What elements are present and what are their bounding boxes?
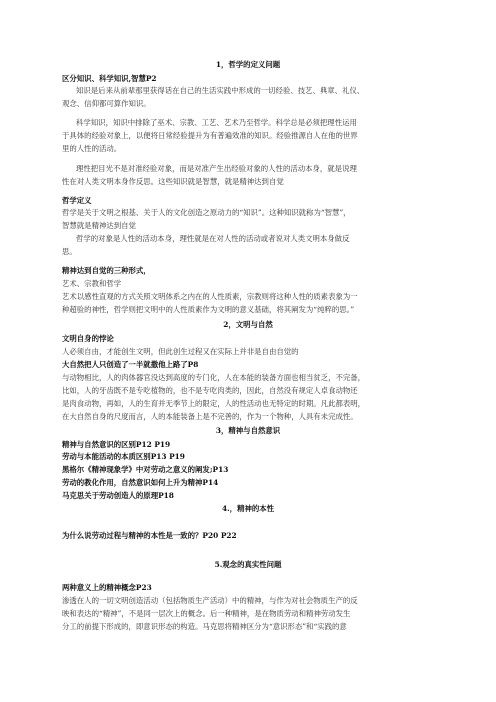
heading-5: 5.观念的真实性问题: [214, 560, 282, 569]
paragraph-line: 艺术以感性直观的方式关照文明体系之内在的人性质素，宗教则将这种人性的质素表象为一: [62, 292, 358, 301]
paragraph-line: 在大自然自身的尺度而言，人的本能装备上是不完善的，作为一个物种，人具有未完成性。: [62, 412, 358, 421]
paragraph-line: 理性把目光不是对准经验对象，而是对准产生出经验对象的人性的活动本身，就是说理: [76, 164, 357, 173]
paragraph-line: 知识是后来从前辈那里获得话在自己的生活实践中形成的一切经验、技艺、典章、礼仪、: [76, 86, 365, 95]
subheading-spirit: 两种意义上的精神概念P23: [62, 583, 152, 592]
paragraph-line: 里的人性的活动。: [62, 144, 122, 153]
paragraph-line: 比如，人的牙齿既不是专吃植物的，也不是专吃肉类的，因此，自然没有规定人卓食动物还: [62, 386, 358, 395]
question-line: 为什么说劳动过程与精神的本性是一致的？P20 P22: [62, 531, 237, 540]
topic-line: 黑格尔《精神现象学》中对劳动之意义的阐发;P13: [62, 465, 229, 474]
paragraph-line: 观念、信仰都可算作知识。: [62, 99, 151, 108]
paragraph-line: 性在对人类文明本身作反思。这些知识就是智慧，就是精神达到自觉: [62, 177, 284, 186]
paragraph-line: 于具体的经验对象上，以便将日常经验提升为有普遍效准的知识。经验推源自人在他的世界: [62, 131, 358, 140]
paragraph-line: 映和表达的“精神”，不是同一层次上的概念。后一种精神，是在物质劳动和精神劳动发生: [62, 609, 351, 618]
topic-line: 劳动的教化作用，自然意识如何上升为精神P14: [62, 478, 219, 487]
topic-line: 马克思关于劳动创造人的原理P18: [62, 491, 174, 500]
paragraph-line: 人必须自由，才能创生文明，但此创生过程又在实际上并非是自由自觉的: [62, 347, 299, 356]
paragraph-line: 分工的前提下形成的，即意识形态的构造。马克思将精神区分为“意识形态”和“实践的意: [62, 622, 347, 631]
paragraph-line: 渗透在人的一切文明创造活动（包括物质生产活动）中的精神，与作为对社会物质生产的反: [62, 596, 358, 605]
heading-4: 4.，精神的本性: [221, 504, 275, 513]
paragraph-line: 思。: [62, 247, 77, 256]
heading-1: 1，哲学的定义问题: [215, 60, 281, 69]
subheading-knowledge: 区分知识、科学知识,智慧P2: [62, 74, 157, 83]
heading-3: 3，精神与自然意识: [215, 426, 281, 435]
paragraph-line: 是肉食动物，再如，人的生育并无季节上的限定，人的性活动也无特定的时期。凡此都表明，: [62, 399, 366, 408]
subheading-nature: 大自然把人只创造了一半就撒他上路了P8: [62, 360, 199, 369]
paragraph-line: 与动物相比，人的肉体器官没达到高度的专门化，人在本能的装备方面也相当贫乏，不完备，: [62, 373, 366, 382]
paragraph-line: 哲学是关于文明之根基、关于人的文化创造之原动力的“知识”。这种知识就称为“智慧”，: [62, 208, 351, 217]
subheading-paradox: 文明自身的悖论: [62, 334, 114, 343]
paragraph-line: 科学知识，知识中排除了巫术、宗教、工艺、艺术乃至哲学。科学总是必须把理性运用: [76, 118, 357, 127]
paragraph-line: 哲学的对象是人性的活动本身，理性就是在对人性的活动或者说对人类文明本身做反: [76, 234, 350, 243]
paragraph-line: 智慧就是精神达到自觉: [62, 221, 136, 230]
subheading-three-forms: 精神达到自觉的三种形式，: [62, 266, 151, 275]
topic-line: 精神与自然意识的区别P12 P19: [62, 440, 171, 449]
paragraph-line: 艺术、宗教和哲学: [62, 279, 122, 288]
paragraph-line: 种超验的神性，哲学则把文明中的人性质素作为文明的意义基础，将其阐发为“纯粹的思。”: [62, 305, 355, 314]
subheading-definition: 哲学定义: [62, 196, 92, 205]
topic-line: 劳动与本能活动的本质区别P13 P19: [62, 452, 185, 461]
heading-2: 2，文明与自然: [223, 320, 273, 329]
